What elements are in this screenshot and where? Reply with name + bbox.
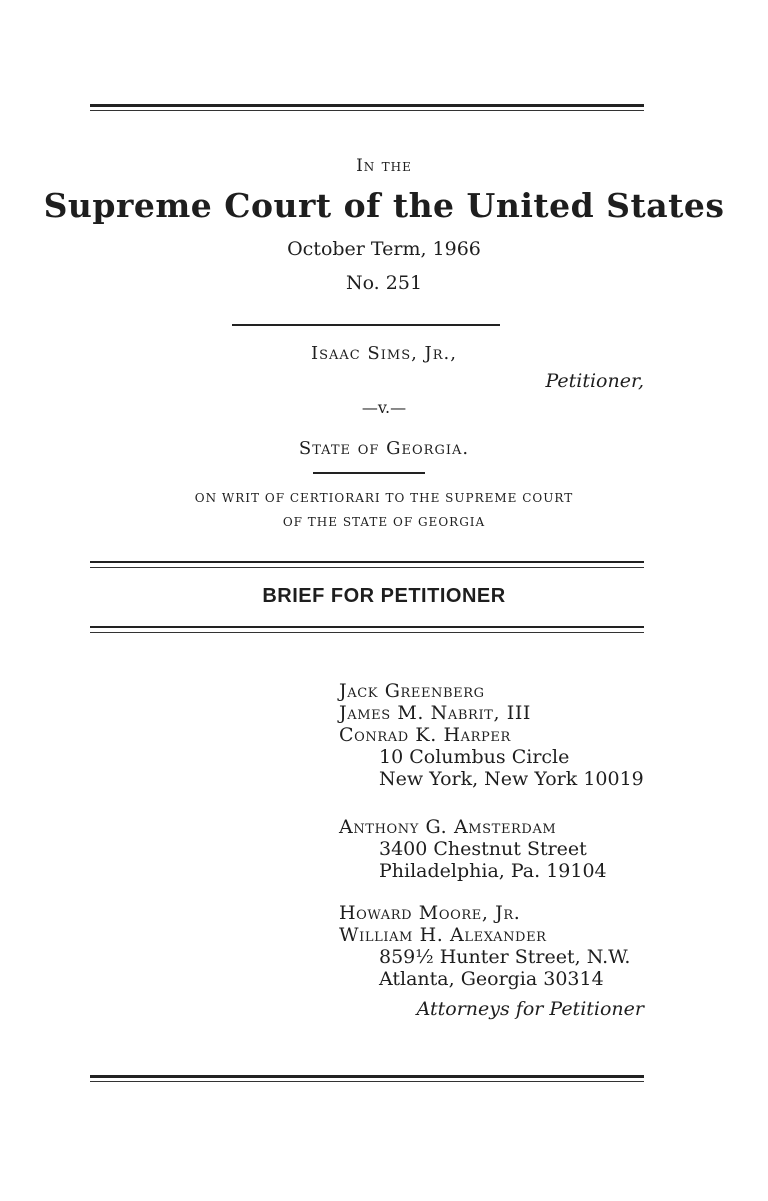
docket-number: No. 251 [345, 272, 423, 294]
top-rule-heavy [90, 104, 644, 107]
title-rule-bottom-a [90, 626, 644, 628]
counsel-name: Howard Moore, Jr. [339, 902, 521, 924]
writ-line-2: OF THE STATE OF GEORGIA [282, 515, 486, 529]
writ-divider [313, 472, 425, 474]
counsel-name: Jack Greenberg [339, 680, 485, 702]
attorneys-label: Attorneys for Petitioner [416, 998, 644, 1020]
brief-title: BRIEF FOR PETITIONER [262, 585, 506, 607]
petitioner-name: Isaac Sims, Jr., [310, 343, 458, 364]
title-rule-top-a [90, 561, 644, 563]
counsel-address: 859½ Hunter Street, N.W. [379, 946, 631, 968]
counsel-name: William H. Alexander [339, 924, 547, 946]
versus: —v.— [361, 398, 407, 417]
counsel-address: New York, New York 10019 [379, 768, 644, 790]
title-rule-bottom-b [90, 632, 644, 633]
title-rule-top-b [90, 567, 644, 568]
petitioner-role: Petitioner, [545, 370, 644, 392]
top-rule-thin [90, 110, 644, 111]
counsel-name: Conrad K. Harper [339, 724, 511, 746]
term: October Term, 1966 [287, 238, 481, 260]
counsel-address: 3400 Chestnut Street [379, 838, 587, 860]
counsel-address: Philadelphia, Pa. 19104 [379, 860, 607, 882]
counsel-address: 10 Columbus Circle [379, 746, 570, 768]
counsel-group-1 [339, 680, 644, 790]
caption-divider [232, 324, 500, 326]
in-the-heading: In the [356, 156, 412, 176]
counsel-name: Anthony G. Amsterdam [339, 816, 557, 838]
respondent-name: State of Georgia. [298, 438, 470, 459]
writ-line-1: ON WRIT OF CERTIORARI TO THE SUPREME COURT [194, 491, 574, 505]
court-name: Supreme Court of the United States [43, 186, 725, 225]
counsel-group-2 [339, 816, 607, 882]
bottom-rule-thin [90, 1081, 644, 1082]
counsel-address: Atlanta, Georgia 30314 [379, 968, 604, 990]
counsel-name: James M. Nabrit, III [339, 702, 532, 724]
bottom-rule-heavy [90, 1075, 644, 1078]
counsel-group-3 [339, 902, 630, 990]
